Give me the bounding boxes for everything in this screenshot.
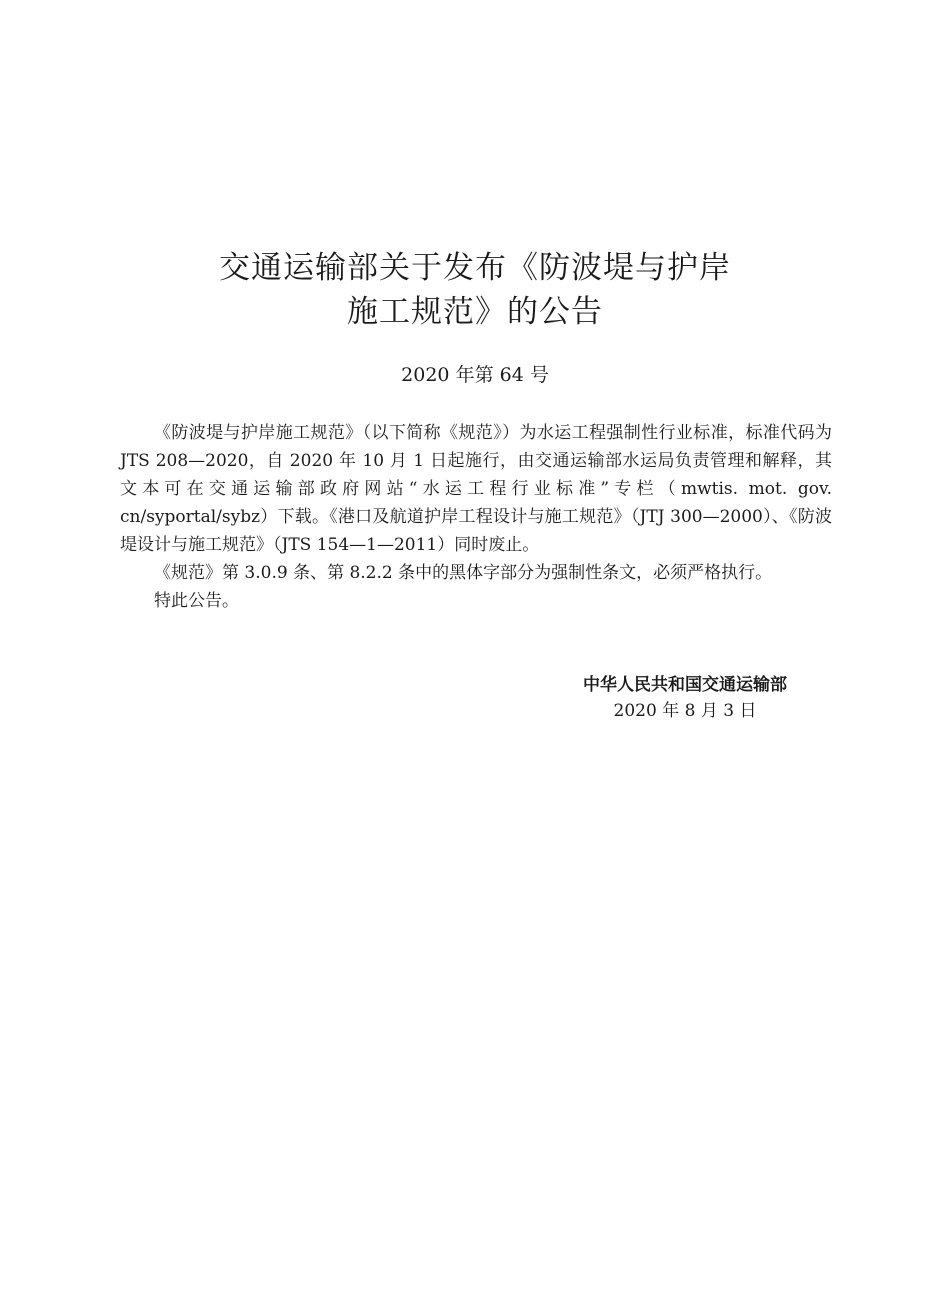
signature-block: [530, 672, 840, 724]
issuing-authority: 中华人民共和国交通运输部: [583, 675, 787, 695]
notice-number: 2020 年第 64 号: [401, 364, 549, 386]
body-paragraph: 《防波堤与护岸施工规范》（以下简称《规范》）为水运工程强制性行业标准，标准代码为 JTS 208—2020，自 2020 年 10 月 1 日起施行，由交通运输部水运局负责管理和解释，其文本可在交通运输部政府网站“水运工程行业标准”专栏（mwtis. mot. gov. cn/syportal/sybz）下载。《港口及航道护岸工程设计与施工规范》（JTJ 300—2000）、《防波堤设计与施工规范》（JTS 154—1—2011）同时废止。: [120, 423, 832, 555]
issue-date: 2020 年 8 月 3 日: [613, 701, 757, 721]
body-paragraph: 《规范》第 3.0.9 条、第 8.2.2 条中的黑体字部分为强制性条文，必须严格执行。: [154, 563, 773, 583]
notice-title-line-1: 交通运输部关于发布《防波堤与护岸: [219, 250, 731, 286]
notice-title-line-2: 施工规范》的公告: [347, 294, 603, 330]
body-paragraph: 特此公告。: [154, 591, 239, 611]
notice-body: [120, 419, 832, 615]
